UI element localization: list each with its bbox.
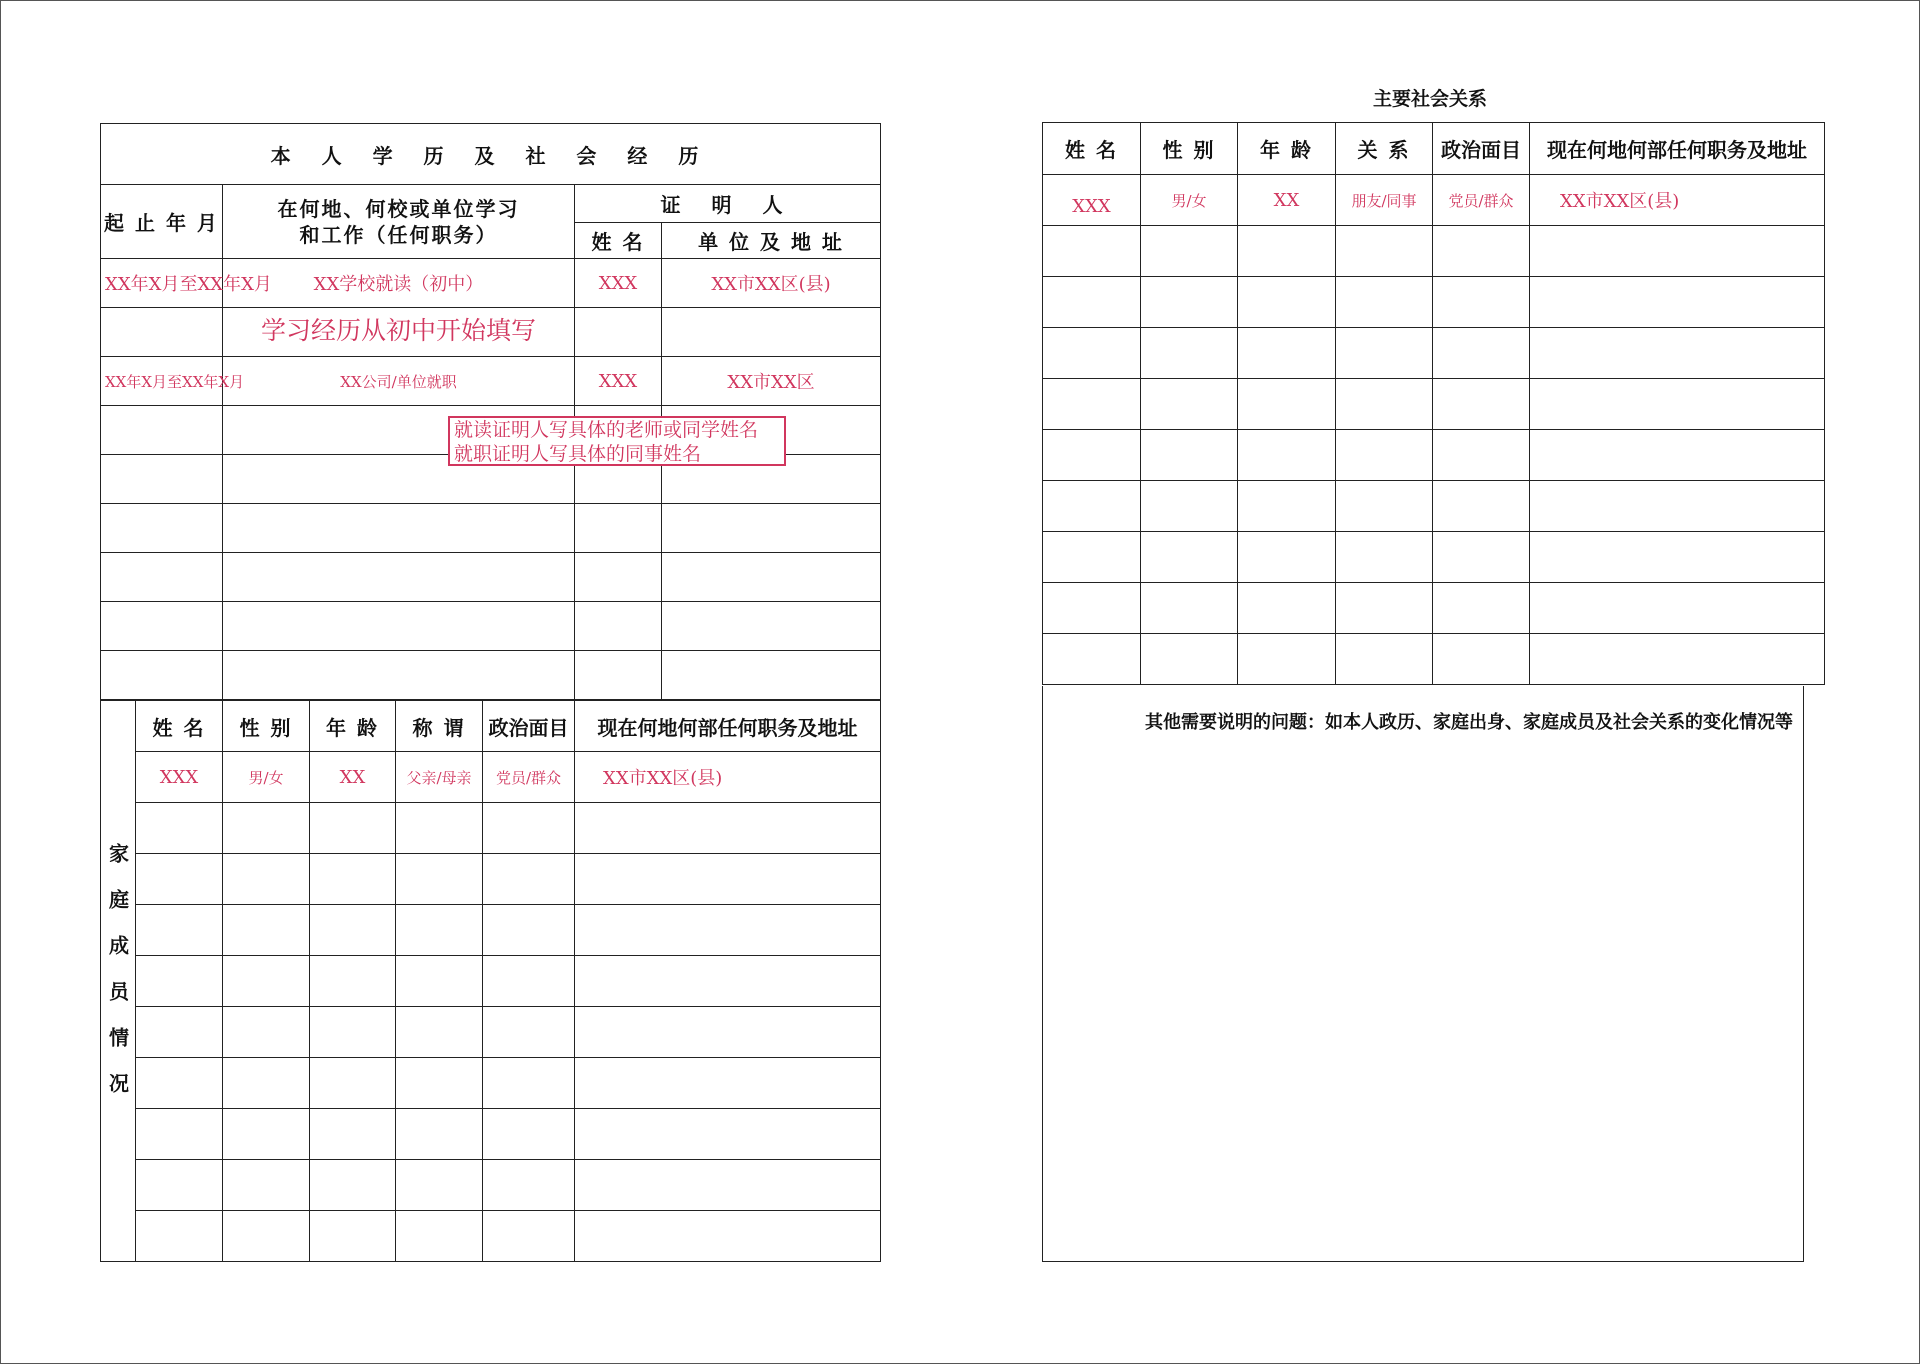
relations-cell[interactable] xyxy=(1530,226,1825,277)
relations-cell[interactable] xyxy=(1530,328,1825,379)
family-members-table xyxy=(100,700,881,1262)
education-history-table xyxy=(100,123,881,700)
relations-row1-age[interactable]: XX xyxy=(1238,175,1336,226)
family-cell[interactable] xyxy=(223,1007,310,1058)
family-cell[interactable] xyxy=(483,803,575,854)
relations-cell[interactable] xyxy=(1336,481,1433,532)
relations-cell[interactable] xyxy=(1433,583,1530,634)
relations-cell[interactable] xyxy=(1141,379,1238,430)
relations-cell[interactable] xyxy=(1141,634,1238,685)
family-cell[interactable] xyxy=(310,905,396,956)
relations-cell[interactable] xyxy=(1336,226,1433,277)
row-empty[interactable] xyxy=(662,504,881,553)
relations-cell[interactable] xyxy=(1433,277,1530,328)
family-cell[interactable] xyxy=(136,905,223,956)
relations-cell[interactable] xyxy=(1043,634,1141,685)
family-row1-political[interactable]: 党员/群众 xyxy=(483,752,575,803)
family-cell[interactable] xyxy=(483,854,575,905)
family-cell[interactable] xyxy=(483,1058,575,1109)
family-cell[interactable] xyxy=(483,956,575,1007)
other-notes-area[interactable] xyxy=(1042,686,1804,1262)
relations-cell[interactable] xyxy=(1238,583,1336,634)
family-cell[interactable] xyxy=(223,1211,310,1262)
family-cell[interactable] xyxy=(223,1058,310,1109)
row2-witness[interactable] xyxy=(575,308,662,357)
row3-period[interactable]: XX年X月至XX年X月 xyxy=(101,357,223,406)
family-cell[interactable] xyxy=(396,905,483,956)
relations-cell[interactable] xyxy=(1336,277,1433,328)
family-cell[interactable] xyxy=(223,1109,310,1160)
row-empty[interactable] xyxy=(101,406,223,455)
row-empty[interactable] xyxy=(575,602,662,651)
relations-cell[interactable] xyxy=(1433,481,1530,532)
relations-cell[interactable] xyxy=(1433,532,1530,583)
family-header-name: 姓 名 xyxy=(136,701,223,752)
family-header-age: 年 龄 xyxy=(310,701,396,752)
relations-cell[interactable] xyxy=(1238,328,1336,379)
relations-cell[interactable] xyxy=(1141,226,1238,277)
row-empty[interactable] xyxy=(223,602,575,651)
family-cell[interactable] xyxy=(310,1109,396,1160)
family-cell[interactable] xyxy=(310,803,396,854)
relations-cell[interactable] xyxy=(1141,277,1238,328)
family-header-job-address: 现在何地何部任何职务及地址 xyxy=(575,701,881,752)
relations-row1-name[interactable]: XXX xyxy=(1043,175,1141,226)
relations-cell[interactable] xyxy=(1433,226,1530,277)
family-cell[interactable] xyxy=(223,854,310,905)
row1-address[interactable]: XX市XX区(县) xyxy=(662,259,881,308)
relations-cell[interactable] xyxy=(1336,379,1433,430)
family-row1-title[interactable]: 父亲/母亲 xyxy=(396,752,483,803)
family-cell[interactable] xyxy=(396,1058,483,1109)
row3-place[interactable]: XX公司/单位就职 xyxy=(223,357,575,406)
row-empty[interactable] xyxy=(223,553,575,602)
family-cell[interactable] xyxy=(396,1007,483,1058)
family-cell[interactable] xyxy=(136,854,223,905)
relations-cell[interactable] xyxy=(1141,481,1238,532)
family-cell[interactable] xyxy=(483,1211,575,1262)
family-cell[interactable] xyxy=(575,956,881,1007)
family-cell[interactable] xyxy=(136,1109,223,1160)
relations-cell[interactable] xyxy=(1433,634,1530,685)
family-cell[interactable] xyxy=(483,905,575,956)
family-header-title: 称 谓 xyxy=(396,701,483,752)
education-title: 本 人 学 历 及 社 会 经 历 xyxy=(101,124,881,185)
family-cell[interactable] xyxy=(396,956,483,1007)
family-cell[interactable] xyxy=(310,1211,396,1262)
education-hint: 学习经历从初中开始填写 xyxy=(260,316,536,345)
social-relations-title: 主要社会关系 xyxy=(1372,88,1487,110)
family-row1-job-address[interactable]: XX市XX区(县) xyxy=(575,752,881,803)
relations-row1-political[interactable]: 党员/群众 xyxy=(1433,175,1530,226)
row-empty[interactable] xyxy=(101,504,223,553)
family-cell[interactable] xyxy=(136,956,223,1007)
relations-cell[interactable] xyxy=(1141,583,1238,634)
row-empty[interactable] xyxy=(223,651,575,700)
family-cell[interactable] xyxy=(575,1109,881,1160)
family-cell[interactable] xyxy=(483,1160,575,1211)
family-cell[interactable] xyxy=(575,1211,881,1262)
relations-header-job-address: 现在何地何部任何职务及地址 xyxy=(1530,123,1825,175)
row2-address[interactable] xyxy=(662,308,881,357)
relations-cell[interactable] xyxy=(1336,328,1433,379)
row2-place[interactable] xyxy=(223,308,575,357)
family-cell[interactable] xyxy=(310,1160,396,1211)
relations-header-name: 姓 名 xyxy=(1043,123,1141,175)
family-cell[interactable] xyxy=(223,1160,310,1211)
row-empty[interactable] xyxy=(575,504,662,553)
header-witness: 证 明 人 xyxy=(575,185,881,223)
relations-header-gender: 性 别 xyxy=(1141,123,1238,175)
witness-note-box xyxy=(448,416,786,466)
family-cell[interactable] xyxy=(136,803,223,854)
row-empty[interactable] xyxy=(575,651,662,700)
note-line1: 就读证明人写具体的老师或同学姓名 xyxy=(454,419,759,441)
relations-cell[interactable] xyxy=(1530,634,1825,685)
family-cell[interactable] xyxy=(483,1109,575,1160)
relations-cell[interactable] xyxy=(1043,379,1141,430)
relations-cell[interactable] xyxy=(1043,583,1141,634)
relations-cell[interactable] xyxy=(1043,481,1141,532)
row-empty[interactable] xyxy=(662,651,881,700)
row2-period[interactable] xyxy=(101,308,223,357)
relations-header-relation: 关 系 xyxy=(1336,123,1433,175)
family-section-label: 家庭成员情况 xyxy=(101,701,136,1262)
relations-cell[interactable] xyxy=(1530,430,1825,481)
family-cell[interactable] xyxy=(136,1160,223,1211)
family-cell[interactable] xyxy=(396,1160,483,1211)
relations-cell[interactable] xyxy=(1530,532,1825,583)
relations-cell[interactable] xyxy=(1530,379,1825,430)
relations-cell[interactable] xyxy=(1238,379,1336,430)
row-empty[interactable] xyxy=(223,504,575,553)
relations-cell[interactable] xyxy=(1043,430,1141,481)
row-empty[interactable] xyxy=(101,602,223,651)
header-period: 起 止 年 月 xyxy=(101,185,223,259)
header-witness-address: 单 位 及 地 址 xyxy=(662,223,881,259)
row3-witness[interactable]: XXX xyxy=(575,357,662,406)
relations-cell[interactable] xyxy=(1238,481,1336,532)
relations-cell[interactable] xyxy=(1238,634,1336,685)
header-witness-name: 姓 名 xyxy=(575,223,662,259)
relations-cell[interactable] xyxy=(1336,583,1433,634)
relations-cell[interactable] xyxy=(1336,532,1433,583)
row-empty[interactable] xyxy=(101,455,223,504)
family-cell[interactable] xyxy=(223,803,310,854)
note-line2: 就职证明人写具体的同事姓名 xyxy=(454,443,702,465)
family-cell[interactable] xyxy=(483,1007,575,1058)
family-row1-name[interactable]: XXX xyxy=(136,752,223,803)
family-cell[interactable] xyxy=(310,956,396,1007)
family-cell[interactable] xyxy=(310,854,396,905)
family-cell[interactable] xyxy=(223,905,310,956)
family-cell[interactable] xyxy=(575,1160,881,1211)
family-row1-age[interactable]: XX xyxy=(310,752,396,803)
row-empty[interactable] xyxy=(662,602,881,651)
row3-address[interactable]: XX市XX区 xyxy=(662,357,881,406)
family-cell[interactable] xyxy=(310,1058,396,1109)
relations-cell[interactable] xyxy=(1336,634,1433,685)
header-place-line2: 和工作（任何职务） xyxy=(299,222,498,247)
relations-cell[interactable] xyxy=(1043,328,1141,379)
family-header-political: 政治面目 xyxy=(483,701,575,752)
family-cell[interactable] xyxy=(136,1007,223,1058)
family-cell[interactable] xyxy=(136,1058,223,1109)
relations-cell[interactable] xyxy=(1043,532,1141,583)
row1-witness[interactable]: XXX xyxy=(575,259,662,308)
row-empty[interactable] xyxy=(101,553,223,602)
family-cell[interactable] xyxy=(575,1058,881,1109)
relations-cell[interactable] xyxy=(1238,430,1336,481)
other-notes-label: 其他需要说明的问题：如本人政历、家庭出身、家庭成员及社会关系的变化情况等 xyxy=(1145,712,1793,733)
relations-cell[interactable] xyxy=(1530,583,1825,634)
relations-cell[interactable] xyxy=(1433,379,1530,430)
relations-header-age: 年 龄 xyxy=(1238,123,1336,175)
relations-cell[interactable] xyxy=(1238,532,1336,583)
relations-row1-gender[interactable]: 男/女 xyxy=(1141,175,1238,226)
relations-row1-job-address[interactable]: XX市XX区(县) xyxy=(1530,175,1825,226)
family-cell[interactable] xyxy=(396,854,483,905)
family-cell[interactable] xyxy=(396,1211,483,1262)
family-cell[interactable] xyxy=(136,1211,223,1262)
relations-cell[interactable] xyxy=(1530,277,1825,328)
row1-place[interactable]: XX学校就读（初中） xyxy=(223,259,575,308)
family-cell[interactable] xyxy=(396,803,483,854)
family-cell[interactable] xyxy=(223,956,310,1007)
family-cell[interactable] xyxy=(575,854,881,905)
relations-cell[interactable] xyxy=(1238,226,1336,277)
family-cell[interactable] xyxy=(575,1007,881,1058)
header-place xyxy=(223,185,575,259)
social-relations-table xyxy=(1042,122,1825,685)
relations-cell[interactable] xyxy=(1043,226,1141,277)
family-cell[interactable] xyxy=(396,1109,483,1160)
family-cell[interactable] xyxy=(310,1007,396,1058)
relations-cell[interactable] xyxy=(1238,277,1336,328)
relations-cell[interactable] xyxy=(1141,328,1238,379)
relations-cell[interactable] xyxy=(1141,430,1238,481)
family-cell[interactable] xyxy=(575,905,881,956)
relations-cell[interactable] xyxy=(1433,328,1530,379)
relations-row1-relation[interactable]: 朋友/同事 xyxy=(1336,175,1433,226)
relations-header-political: 政治面目 xyxy=(1433,123,1530,175)
relations-cell[interactable] xyxy=(1141,532,1238,583)
relations-cell[interactable] xyxy=(1336,430,1433,481)
family-row1-gender[interactable]: 男/女 xyxy=(223,752,310,803)
family-cell[interactable] xyxy=(575,803,881,854)
relations-cell[interactable] xyxy=(1433,430,1530,481)
row-empty[interactable] xyxy=(662,553,881,602)
relations-cell[interactable] xyxy=(1530,481,1825,532)
row-empty[interactable] xyxy=(575,553,662,602)
header-place-line1: 在何地、何校或单位学习 xyxy=(277,196,520,221)
row-empty[interactable] xyxy=(101,651,223,700)
row1-period[interactable]: XX年X月至XX年X月 xyxy=(101,259,223,308)
family-header-gender: 性 别 xyxy=(223,701,310,752)
relations-cell[interactable] xyxy=(1043,277,1141,328)
